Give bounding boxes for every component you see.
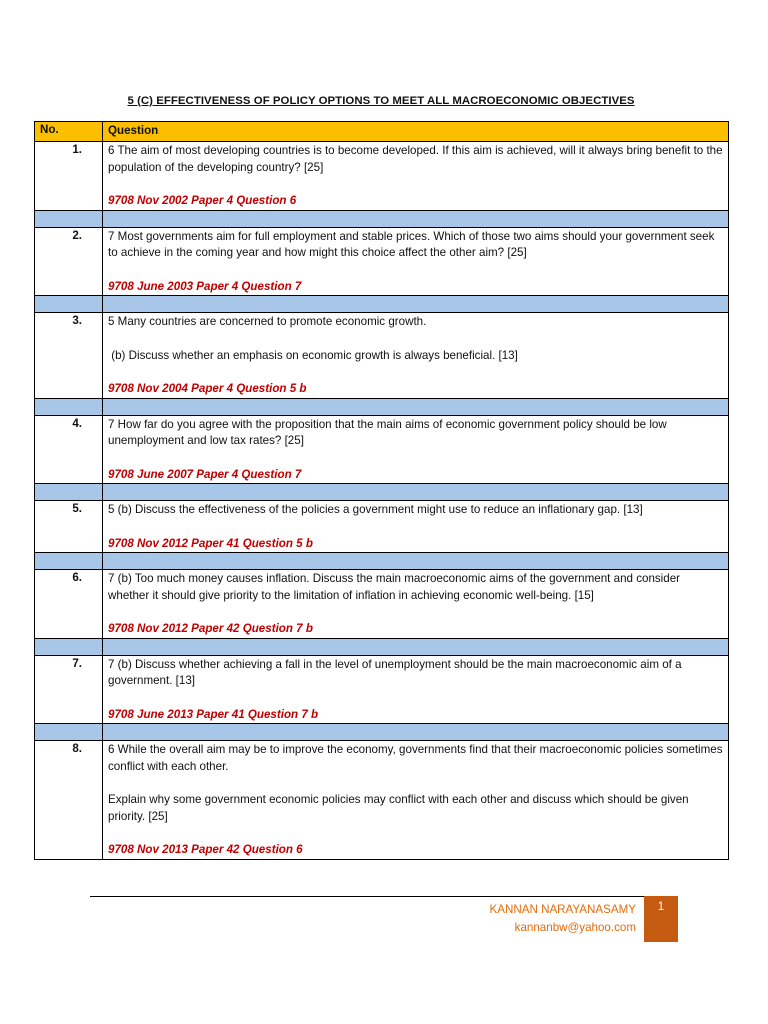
question-source: 9708 Nov 2002 Paper 4 Question 6: [108, 194, 297, 207]
question-number: 6.: [35, 570, 103, 639]
footer-author: KANNAN NARAYANASAMY: [489, 903, 636, 916]
question-cell: [103, 313, 729, 399]
question-text: 7 Most governments aim for full employment and stable prices. Which of those two aims should your government seek to achieve in the coming year and how might this choice affect the other aim? [25]: [108, 229, 718, 259]
row-separator: [35, 638, 729, 655]
question-number: 4.: [35, 415, 103, 484]
separator-cell: [103, 484, 729, 501]
separator-cell: [103, 296, 729, 313]
question-source: 9708 Nov 2004 Paper 4 Question 5 b: [108, 382, 307, 395]
question-source: 9708 Nov 2012 Paper 42 Question 7 b: [108, 622, 313, 635]
header-question: Question: [103, 122, 729, 142]
question-number: 7.: [35, 655, 103, 724]
question-cell: [103, 501, 729, 553]
question-text: 7 How far do you agree with the proposition that the main aims of economic government policy should be low unemployment and low tax rates? [25]: [108, 417, 670, 447]
separator-cell: [35, 296, 103, 313]
separator-cell: [103, 638, 729, 655]
question-source: 9708 Nov 2012 Paper 41 Question 5 b: [108, 536, 313, 550]
row-separator: [35, 398, 729, 415]
question-number: 5.: [35, 501, 103, 553]
separator-cell: [103, 553, 729, 570]
question-text: (b) Discuss whether an emphasis on economic growth is always beneficial. [13]: [108, 348, 518, 362]
document-title: 5 (C) EFFECTIVENESS OF POLICY OPTIONS TO MEET ALL MACROECONOMIC OBJECTIVES: [127, 95, 635, 107]
question-text: 6 While the overall aim may be to improve the economy, governments find that their macroeconomic policies sometimes conflict with each other.: [108, 743, 726, 773]
table-row: [35, 570, 729, 639]
question-text: 7 (b) Too much money causes inflation. Discuss the main macroeconomic aims of the government and consider whether it should give priority to the limitation of inflation in achieving economic well-being. [15]: [108, 572, 684, 602]
paragraph-gap: [108, 450, 723, 467]
paragraph-gap: [108, 331, 723, 348]
question-text: 5 (b) Discuss the effectiveness of the policies a government might use to reduce an inflationary gap. [13]: [108, 503, 643, 516]
question-cell: [103, 570, 729, 639]
footer-email[interactable]: kannanbw@yahoo.com: [514, 921, 636, 934]
separator-cell: [35, 553, 103, 570]
paragraph-gap: [108, 604, 723, 621]
separator-cell: [103, 724, 729, 741]
question-cell: [103, 142, 729, 211]
row-separator: [35, 210, 729, 227]
row-separator: [35, 484, 729, 501]
question-number: 8.: [35, 741, 103, 860]
row-separator: [35, 553, 729, 570]
separator-cell: [103, 210, 729, 227]
page-number: 1: [644, 896, 678, 942]
footer-credit: [490, 901, 636, 937]
question-cell: [103, 655, 729, 724]
question-source: 9708 June 2007 Paper 4 Question 7: [108, 467, 302, 481]
question-source: 9708 June 2003 Paper 4 Question 7: [108, 279, 302, 293]
table-row: [35, 313, 729, 399]
paragraph-gap: [108, 825, 723, 842]
question-cell: [103, 227, 729, 296]
row-separator: [35, 296, 729, 313]
question-number: 1.: [35, 142, 103, 211]
separator-cell: [35, 484, 103, 501]
separator-cell: [103, 398, 729, 415]
question-text: 7 (b) Discuss whether achieving a fall in the level of unemployment should be the main macroeconomic aim of a government. [13]: [108, 657, 685, 687]
question-source: 9708 June 2013 Paper 41 Question 7 b: [108, 707, 319, 721]
table-row: [35, 741, 729, 860]
separator-cell: [35, 638, 103, 655]
question-number: 3.: [35, 313, 103, 399]
table-row: [35, 415, 729, 484]
footer-divider: [90, 896, 644, 897]
separator-cell: [35, 724, 103, 741]
header-no: No.: [35, 122, 103, 142]
separator-cell: [35, 398, 103, 415]
paragraph-gap: [108, 262, 723, 279]
question-cell: [103, 415, 729, 484]
question-text: Explain why some government economic policies may conflict with each other and discuss which should be given priority. [25]: [108, 793, 692, 823]
table-row: [35, 655, 729, 724]
table-row: [35, 142, 729, 211]
table-row: [35, 501, 729, 553]
table-row: [35, 227, 729, 296]
row-separator: [35, 724, 729, 741]
question-number: 2.: [35, 227, 103, 296]
paragraph-gap: [108, 176, 723, 193]
paragraph-gap: [108, 364, 723, 381]
question-text: 6 The aim of most developing countries is to become developed. If this aim is achieved, will it always bring benefit to the population of the developing country? [25]: [108, 144, 726, 174]
questions-table: [34, 121, 729, 860]
question-text: 5 Many countries are concerned to promote economic growth.: [108, 315, 427, 328]
question-cell: [103, 741, 729, 860]
paragraph-gap: [108, 519, 723, 536]
table-header-row: [35, 122, 729, 142]
question-source: 9708 Nov 2013 Paper 42 Question 6: [108, 843, 303, 856]
separator-cell: [35, 210, 103, 227]
paragraph-gap: [108, 775, 723, 792]
paragraph-gap: [108, 690, 723, 707]
